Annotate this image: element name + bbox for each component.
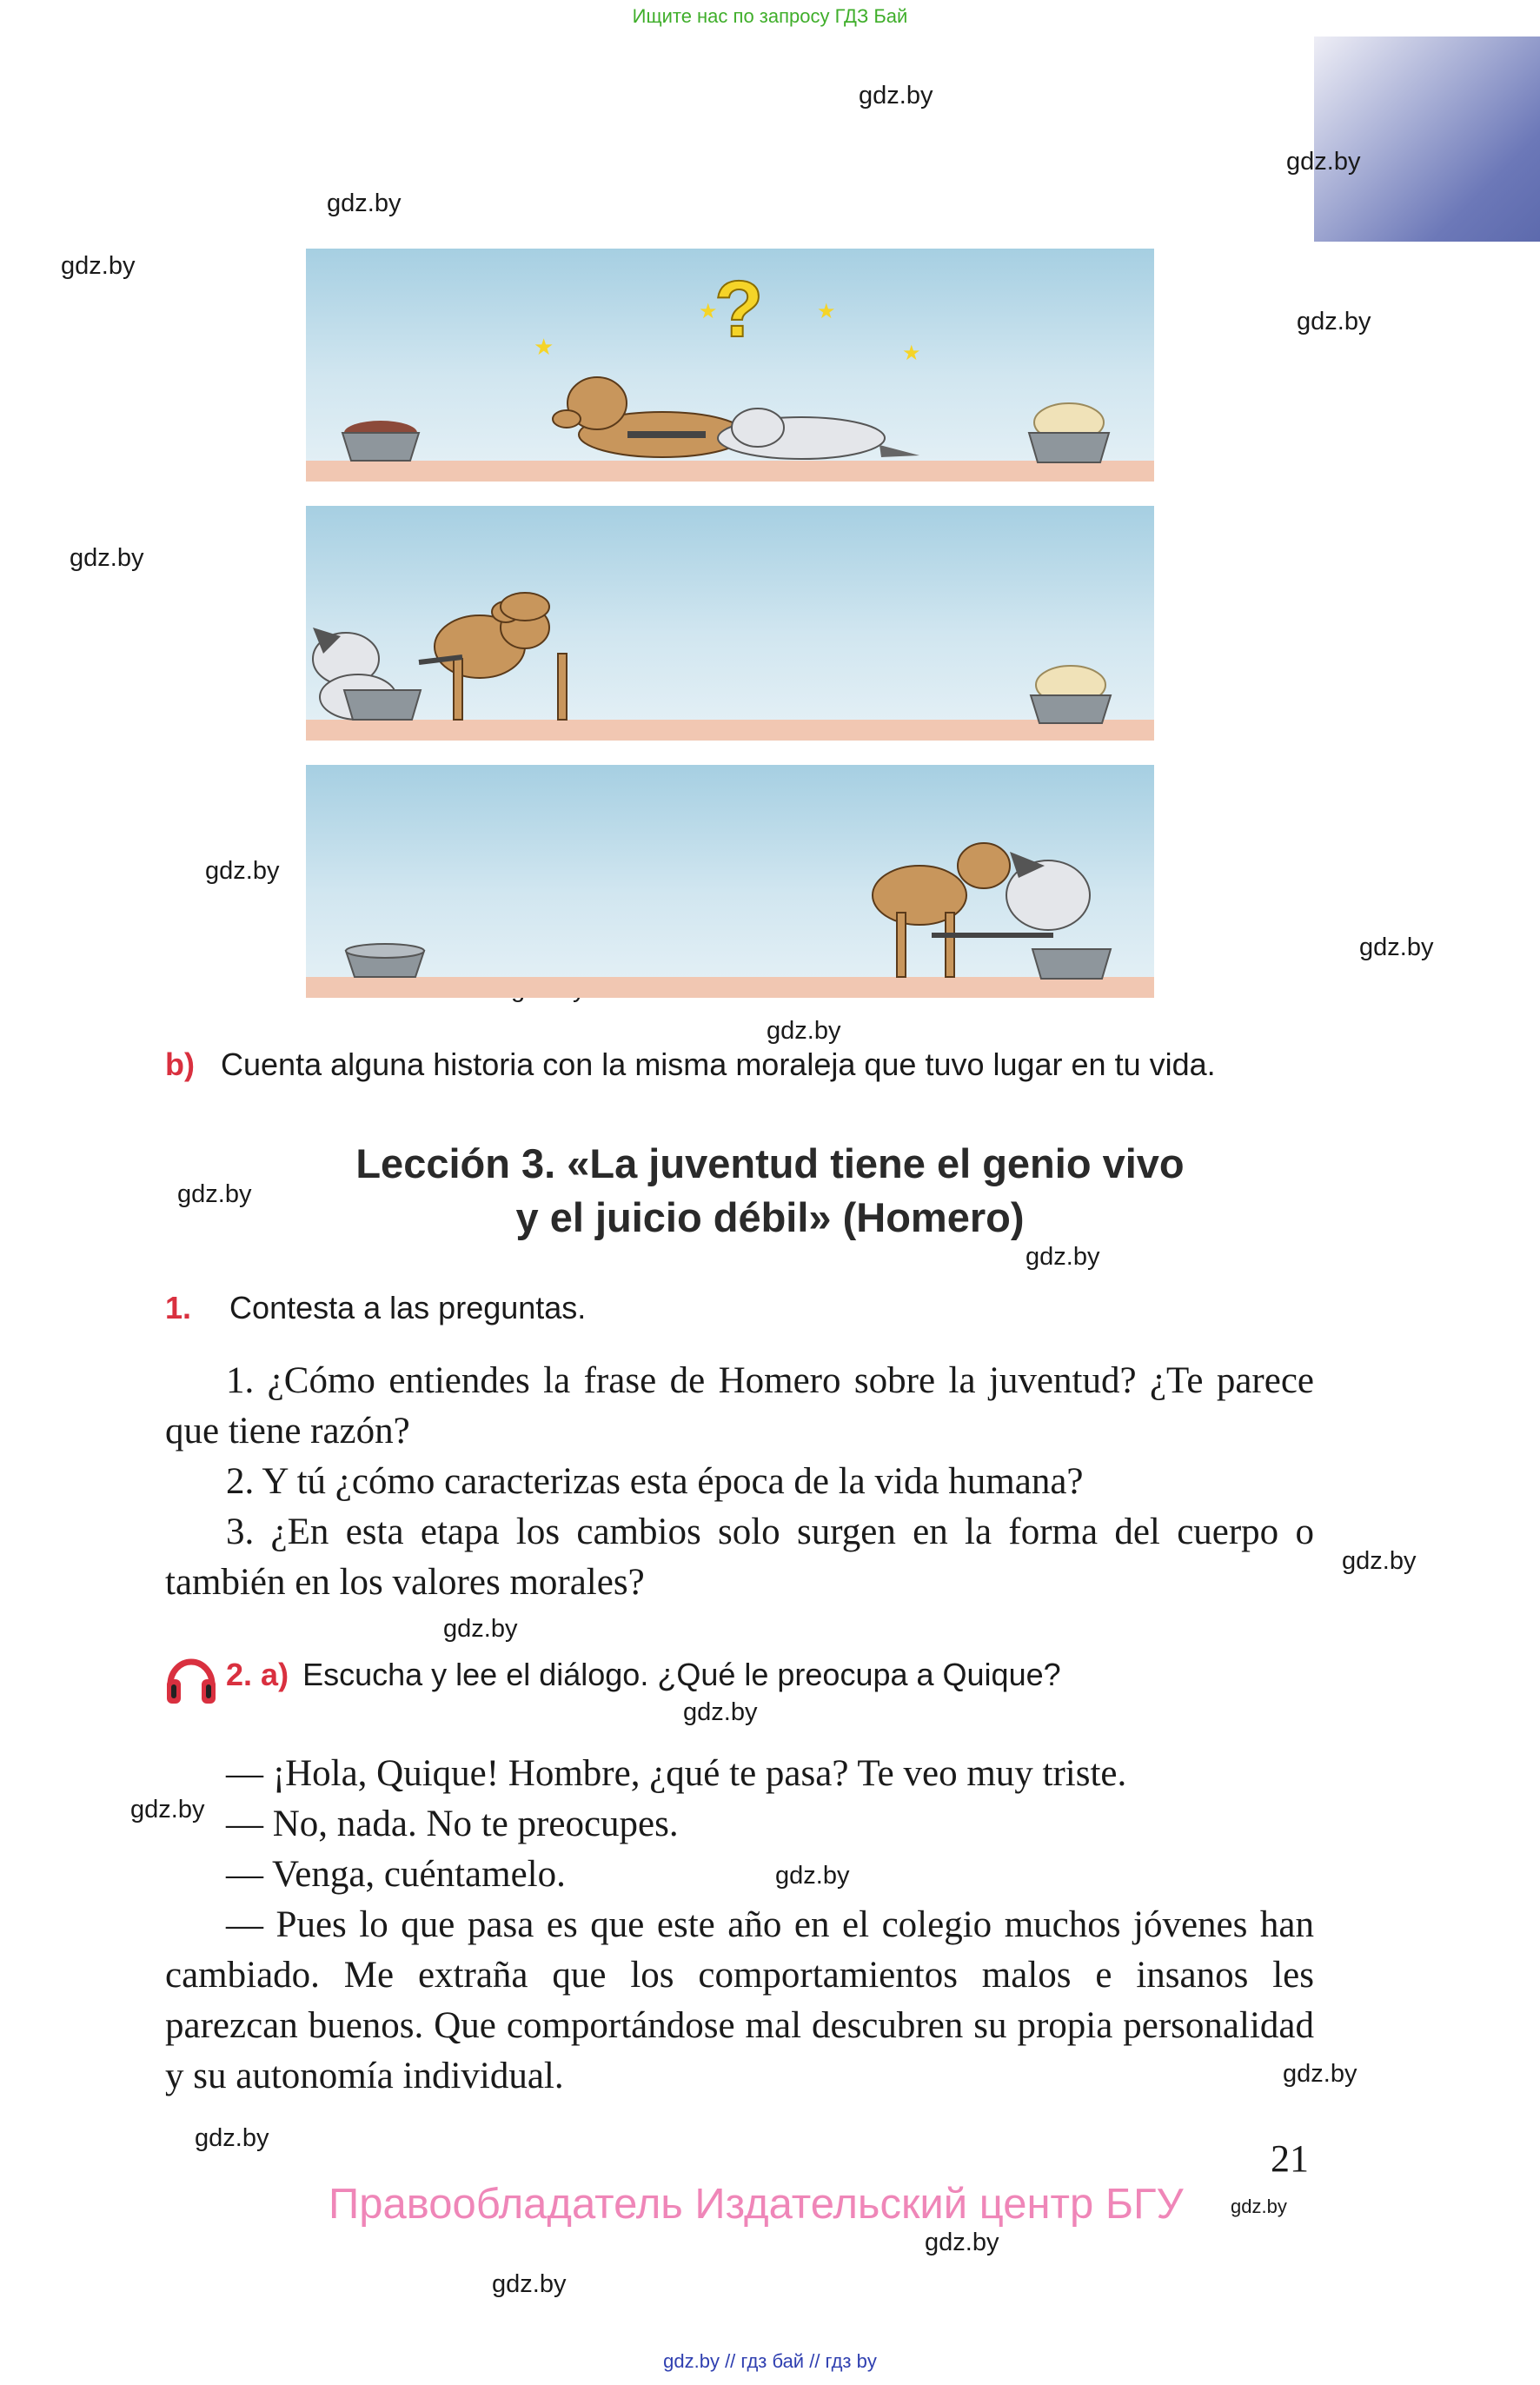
dialog-line-3: — Venga, cuéntamelo. bbox=[226, 1854, 566, 1895]
bowl-with-bones bbox=[1029, 403, 1109, 462]
comic-panel-1 bbox=[306, 249, 1154, 482]
comic-panel-3-drawing bbox=[306, 765, 1154, 998]
watermark: gdz.by bbox=[859, 82, 933, 110]
headphones-icon bbox=[163, 1650, 219, 1705]
rights-holder: Правообладатель Издательский центр БГУ bbox=[329, 2181, 1184, 2228]
question-3: 3. ¿En esta etapa los cambios solo surgen en la forma del cuerpo o también en los valores morales? bbox=[165, 1511, 1314, 1603]
task-1-label: 1. bbox=[165, 1290, 192, 1325]
star-icon: ★ bbox=[534, 335, 554, 361]
bowl-with-bones bbox=[1031, 666, 1111, 723]
watermark: gdz.by bbox=[925, 2229, 999, 2256]
star-icon: ★ bbox=[817, 299, 836, 323]
dialog-line-1: — ¡Hola, Quique! Hombre, ¿qué te pasa? Te veo muy triste. bbox=[226, 1753, 1127, 1794]
question-1: 1. ¿Cómo entiendes la frase de Homero sobre la juventud? ¿Te parece que tiene razón? bbox=[165, 1360, 1314, 1452]
task-2-instruction: Escucha y lee el diálogo. ¿Qué le preocupa a Quique? bbox=[302, 1657, 1061, 1692]
watermark: gdz.by bbox=[327, 189, 402, 217]
watermark: gdz.by bbox=[1231, 2196, 1287, 2217]
task-2-header bbox=[226, 1657, 1061, 1693]
bottom-links[interactable]: gdz.by // гдз бай // гдз by bbox=[663, 2350, 877, 2372]
bowl-with-bones bbox=[1032, 949, 1111, 979]
dialog-line-2: — No, nada. No te preocupes. bbox=[226, 1804, 679, 1844]
comic-panel-2-drawing bbox=[306, 506, 1154, 741]
watermark: gdz.by bbox=[130, 1796, 205, 1824]
watermark: gdz.by bbox=[1297, 308, 1371, 335]
task-2-sublabel: a) bbox=[261, 1657, 289, 1692]
page-number: 21 bbox=[1271, 2137, 1309, 2180]
empty-bowl bbox=[346, 944, 424, 977]
watermark: gdz.by bbox=[1026, 1243, 1100, 1271]
watermark: gdz.by bbox=[767, 1017, 841, 1045]
watermark: gdz.by bbox=[195, 2124, 269, 2152]
corner-decoration bbox=[1314, 37, 1540, 242]
lesson-title-line2: y el juicio débil» (Homero) bbox=[515, 1194, 1025, 1240]
watermark: gdz.by bbox=[1359, 933, 1434, 961]
comic-panel-3 bbox=[306, 765, 1154, 998]
dialog-line-4: — Pues lo que pasa es que este año en el colegio muchos jóvenes han cambiado. Me extraña que los comportamientos malos e insanos les parezcan buenos. Que comportándose mal descubren su propia personalidad y su autonomía individual. bbox=[165, 1904, 1314, 2096]
star-icon: ★ bbox=[902, 341, 921, 365]
watermark: gdz.by bbox=[177, 1180, 252, 1208]
brown-dog bbox=[553, 377, 746, 457]
question-2: 2. Y tú ¿cómo caracterizas esta época de la vida humana? bbox=[226, 1461, 1084, 1502]
watermark: gdz.by bbox=[1342, 1547, 1417, 1575]
task-b bbox=[165, 1046, 1216, 1083]
watermark: gdz.by bbox=[492, 2270, 567, 2298]
watermark: gdz.by bbox=[683, 1698, 758, 1726]
watermark: gdz.by bbox=[70, 544, 144, 572]
bowl-with-food bbox=[344, 690, 421, 720]
brown-dog bbox=[873, 843, 1010, 977]
task-1-questions bbox=[165, 1356, 1314, 1608]
watermark: gdz.by bbox=[205, 857, 280, 885]
task-1-instruction: Contesta a las preguntas. bbox=[229, 1290, 587, 1325]
task-b-text: Cuenta alguna historia con la misma moraleja que tuvo lugar en tu vida. bbox=[221, 1046, 1216, 1082]
watermark: gdz.by bbox=[775, 1862, 850, 1890]
watermark: gdz.by bbox=[61, 252, 136, 280]
task-b-label: b) bbox=[165, 1046, 195, 1082]
star-icon: ★ bbox=[699, 299, 718, 323]
watermark: gdz.by bbox=[1286, 148, 1361, 176]
bowl-with-food bbox=[342, 421, 419, 461]
watermark: gdz.by bbox=[443, 1615, 518, 1643]
watermark: gdz.by bbox=[1283, 2060, 1357, 2088]
top-banner[interactable]: Ищите нас по запросу ГДЗ Бай bbox=[632, 5, 908, 27]
lesson-title-line1: Lección 3. «La juventud tiene el genio vivo bbox=[355, 1140, 1185, 1186]
brown-dog bbox=[419, 593, 567, 720]
question-mark-icon: ? bbox=[714, 265, 764, 354]
dialog bbox=[165, 1749, 1314, 2102]
task-2-label: 2. bbox=[226, 1657, 253, 1692]
task-1-header bbox=[165, 1290, 586, 1326]
comic-panel-2 bbox=[306, 506, 1154, 741]
grey-dog bbox=[718, 409, 919, 459]
